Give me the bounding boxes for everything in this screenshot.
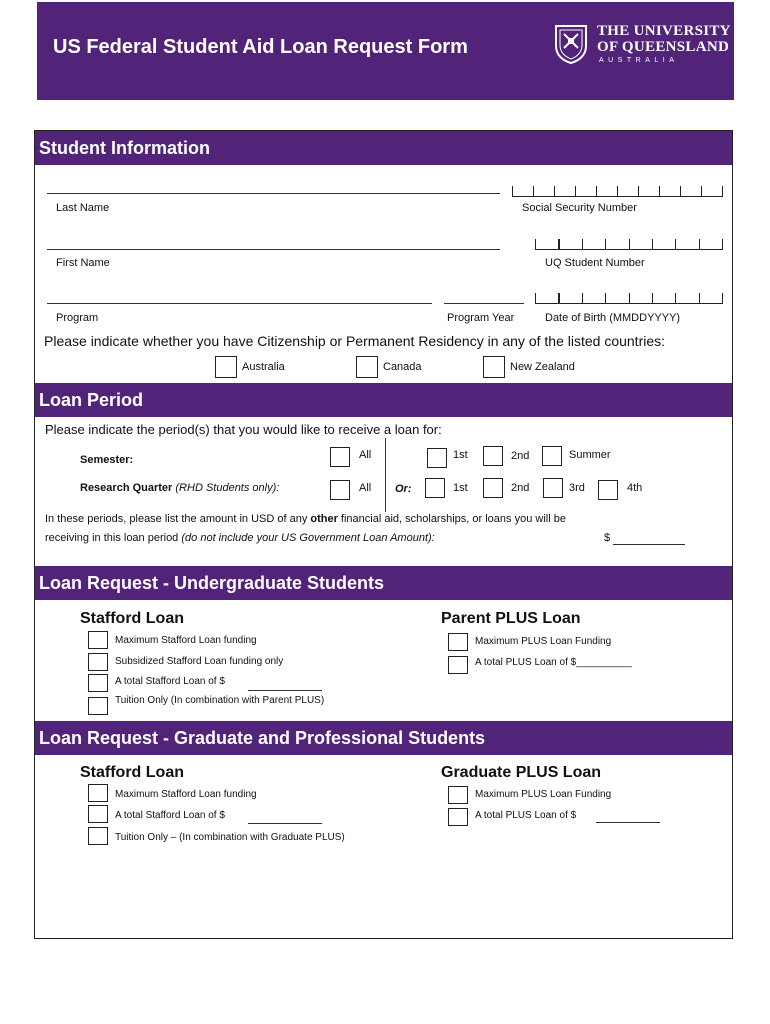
digit-tick [699,239,700,250]
semester-2nd-checkbox[interactable] [483,446,503,466]
semester-1st-label: 1st [453,449,468,461]
other-aid-text-pre: In these periods, please list the amount in USD of any [45,513,311,525]
ug-total-stafford-checkbox[interactable] [88,674,108,692]
semester-all-label: All [359,449,372,461]
grad-total-stafford-amount-field[interactable] [248,823,322,824]
last-name-field[interactable] [47,193,500,194]
quarter-2nd-checkbox[interactable] [483,478,503,498]
other-aid-text-post: financial aid, scholarships, or loans you will be [337,513,566,525]
digit-tick [629,293,630,304]
digit-tick [699,293,700,304]
australia-label: Australia [242,361,285,373]
uq-crest-icon [554,24,588,64]
digit-tick [535,239,536,250]
grad-tuition-only-checkbox[interactable] [88,827,108,845]
loan-period-prompt: Please indicate the period(s) that you would like to receive a loan for: [45,422,442,437]
grad-total-plus-amount-field[interactable] [596,822,660,823]
dob-field[interactable] [535,292,723,304]
other-aid-text-line2 [45,532,435,544]
grad-tuition-only-label: Tuition Only – (In combination with Graduate PLUS) [115,832,345,843]
quarter-3rd-checkbox[interactable] [543,478,563,498]
digit-tick [722,239,723,250]
digit-tick [659,186,660,197]
other-aid-dollar: $ [604,532,611,544]
new-zealand-label: New Zealand [510,361,575,373]
semester-1st-checkbox[interactable] [427,448,447,468]
quarter-1st-label: 1st [453,482,468,494]
digit-tick [652,293,653,304]
digit-tick [675,293,676,304]
digit-tick [617,186,618,197]
digit-tick [675,239,676,250]
digit-tick [722,293,723,304]
digit-tick [638,186,639,197]
ug-subsidized-stafford-checkbox[interactable] [88,653,108,671]
australia-checkbox[interactable] [215,356,237,378]
other-aid-line2: receiving in this loan period [45,532,179,544]
semester-summer-label: Summer [569,449,611,461]
citizenship-prompt: Please indicate whether you have Citizenship or Permanent Residency in any of the listed countries: [44,333,666,349]
canada-label: Canada [383,361,422,373]
canada-checkbox[interactable] [356,356,378,378]
ssn-label: Social Security Number [522,202,637,214]
ug-max-stafford-label: Maximum Stafford Loan funding [115,635,257,646]
grad-total-plus-label: A total PLUS Loan of $ [475,810,577,821]
undergrad-heading: Loan Request - Undergraduate Students [35,566,732,600]
or-label: Or: [395,483,412,495]
quarter-all-label: All [359,482,372,494]
grad-total-stafford-label: A total Stafford Loan of $ [115,810,225,821]
program-year-field[interactable] [444,303,524,304]
uq-student-number-field[interactable] [535,238,723,250]
quarter-3rd-label: 3rd [569,482,585,494]
quarter-all-checkbox[interactable] [330,480,350,500]
digit-tick [582,239,583,250]
semester-summer-checkbox[interactable] [542,446,562,466]
other-aid-amount-field[interactable] [613,544,685,545]
semester-2nd-label: 2nd [511,450,530,462]
digit-tick [558,293,559,304]
grad-max-plus-checkbox[interactable] [448,786,468,804]
form-title: US Federal Student Aid Loan Request Form [53,36,468,58]
first-name-field[interactable] [47,249,500,250]
research-quarter-label [80,482,279,494]
student-info-heading: Student Information [35,131,732,165]
other-aid-text [45,513,566,525]
other-aid-text-bold: other [310,513,338,525]
digit-tick [605,239,606,250]
grad-max-plus-label: Maximum PLUS Loan Funding [475,789,612,800]
digit-tick [605,293,606,304]
grad-max-stafford-checkbox[interactable] [88,784,108,802]
uq-logo-line3: AUSTRALIA [599,57,679,64]
graduate-heading: Loan Request - Graduate and Professional Students [35,721,732,755]
digit-tick [582,293,583,304]
digit-tick [701,186,702,197]
uq-student-number-label: UQ Student Number [545,257,645,269]
quarter-2nd-label: 2nd [511,482,530,494]
first-name-label: First Name [56,257,110,269]
parent-plus-title: Parent PLUS Loan [441,610,581,627]
ug-max-plus-checkbox[interactable] [448,633,468,651]
digit-tick [652,239,653,250]
grad-stafford-title: Stafford Loan [80,764,184,781]
undergrad-stafford-title: Stafford Loan [80,610,184,627]
new-zealand-checkbox[interactable] [483,356,505,378]
ug-tuition-only-label: Tuition Only (In combination with Parent PLUS) [115,695,325,706]
uq-logo-line2: OF QUEENSLAND [597,39,730,55]
ug-tuition-only-checkbox[interactable] [88,697,108,715]
digit-tick [554,186,555,197]
program-year-label: Program Year [447,312,515,324]
semester-label: Semester: [80,454,134,466]
ssn-field[interactable] [512,185,723,197]
program-field[interactable] [47,303,432,304]
grad-plus-title: Graduate PLUS Loan [441,764,602,781]
ug-total-stafford-label: A total Stafford Loan of $ [115,676,225,687]
research-quarter-note: (RHD Students only): [175,482,280,494]
loan-period-heading: Loan Period [35,383,732,417]
digit-tick [512,186,513,197]
uq-logo-line1: THE UNIVERSITY [597,23,731,39]
ug-total-stafford-amount-field[interactable] [248,690,322,691]
ug-total-plus-checkbox[interactable] [448,656,468,674]
digit-tick [533,186,534,197]
grad-max-stafford-label: Maximum Stafford Loan funding [115,789,257,800]
research-quarter-text: Research Quarter [80,482,173,494]
ug-total-plus-label: A total PLUS Loan of $__________ [475,657,632,668]
ug-subsidized-stafford-label: Subsidized Stafford Loan funding only [115,656,284,667]
digit-tick [629,239,630,250]
ug-max-plus-label: Maximum PLUS Loan Funding [475,636,612,647]
other-aid-note: (do not include your US Government Loan Amount): [181,532,435,544]
grad-total-stafford-checkbox[interactable] [88,805,108,823]
last-name-label: Last Name [56,202,110,214]
digit-tick [558,239,559,250]
quarter-4th-checkbox[interactable] [598,480,618,500]
ug-max-stafford-checkbox[interactable] [88,631,108,649]
program-label: Program [56,312,99,324]
semester-all-checkbox[interactable] [330,447,350,467]
period-divider [385,438,386,512]
digit-tick [535,293,536,304]
digit-tick [680,186,681,197]
quarter-4th-label: 4th [627,482,643,494]
grad-total-plus-checkbox[interactable] [448,808,468,826]
dob-label: Date of Birth (MMDDYYYY) [545,312,681,324]
digit-tick [575,186,576,197]
quarter-1st-checkbox[interactable] [425,478,445,498]
digit-tick [722,186,723,197]
digit-tick [596,186,597,197]
